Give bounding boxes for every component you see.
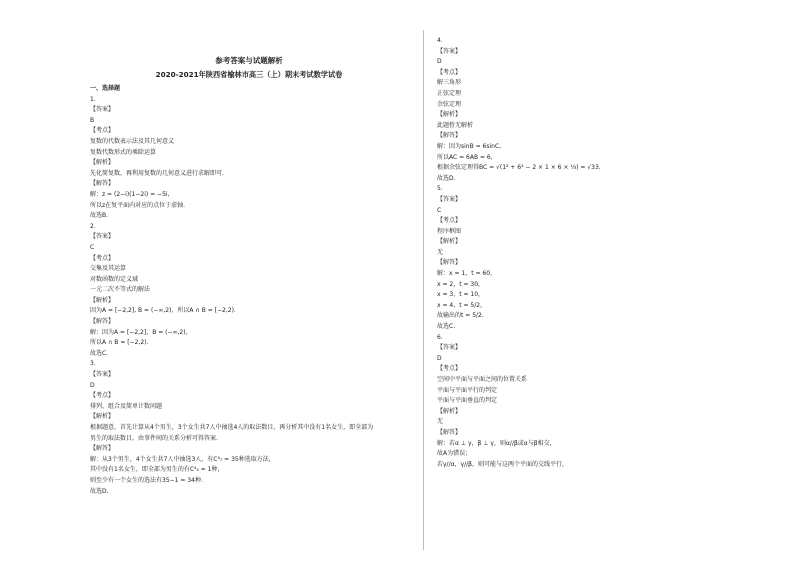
text-line: D — [437, 58, 442, 66]
left-column — [90, 54, 408, 497]
text-line: 故选D. — [90, 487, 109, 495]
text-line: 【解析】 — [90, 413, 115, 421]
text-line: 平面与平面垂直的判定 — [437, 397, 498, 405]
text-line: 一元二次不等式的解法 — [90, 286, 151, 294]
text-line: 【解析】 — [90, 159, 115, 167]
text-line: x = 2，t = 30， — [437, 280, 485, 288]
right-column-lines — [437, 36, 757, 470]
text-line: 故选B. — [90, 212, 109, 220]
text-line: 【考点】 — [437, 217, 462, 225]
text-line: 【解析】 — [437, 111, 462, 119]
text-line: 根据余弦定理得BC = √(1² + 6² − 2 × 1 × 6 × ⅓) = √33. — [437, 164, 601, 172]
text-line: 【解答】 — [90, 318, 115, 326]
text-line: 【答案】 — [90, 106, 115, 114]
text-line: 【解答】 — [437, 428, 462, 436]
text-line: 其中没有1名女生，即全部为男生的有C⁴₄ = 1种， — [90, 466, 224, 474]
text-line: 【考点】 — [90, 127, 115, 135]
text-line: 故选D. — [437, 174, 456, 182]
text-line: 【解答】 — [437, 132, 462, 140]
text-line: 平面与平面平行的判定 — [437, 386, 498, 394]
text-line: 复数代数形式的乘除运算 — [90, 148, 157, 156]
text-line: 【考点】 — [90, 392, 115, 400]
text-line: 【解析】 — [437, 238, 462, 246]
text-line: 【答案】 — [90, 371, 115, 379]
text-line: 故输出的t = 5/2. — [437, 312, 484, 320]
text-line: x = 4，t = 5/2， — [437, 301, 487, 309]
text-line: 解：z = (2−i)(1−2i) = −5i, — [90, 190, 170, 198]
text-line: 所以AC = 6AB = 6, — [437, 153, 493, 161]
text-line: 所以z在复平面内对应的点位于虚轴. — [90, 201, 186, 209]
text-line: 根据题意，首先计算从4个男生，3个女生共7人中抽选4人的取法数目，再分析其中没有1名女生，即全部为 — [90, 424, 374, 431]
text-line: 1. — [90, 95, 96, 103]
text-line: 若γ//α，γ//β，则可能与这两个平面的交线平行， — [437, 460, 568, 468]
text-line: 无 — [437, 248, 444, 256]
text-line: 解三角形 — [437, 79, 462, 87]
text-line: B — [90, 116, 95, 124]
text-line: 【解答】 — [90, 180, 115, 188]
text-line: D — [437, 354, 442, 362]
text-line: 余弦定理 — [437, 100, 462, 108]
text-line: 排列、组合及简单计数问题 — [90, 402, 163, 410]
text-line: 正弦定理 — [437, 89, 462, 97]
text-line: 解：若α ⊥ γ，β ⊥ γ，则α//β或α与β相交， — [437, 439, 556, 447]
text-line: 3. — [90, 360, 96, 368]
text-line: C — [437, 206, 442, 214]
text-line: 先化简复数，再利用复数的几何意义进行求解即可. — [90, 169, 224, 177]
text-line: 【答案】 — [90, 233, 115, 241]
text-line: 4. — [437, 37, 443, 44]
text-line: C — [90, 243, 95, 251]
text-line: 6. — [437, 333, 443, 341]
text-line: 故A为错误； — [437, 450, 472, 458]
text-line: 解：因为sinB = 6sinC, — [437, 142, 502, 150]
text-line: 复数的代数表示法及其几何意义 — [90, 137, 175, 145]
text-line: 【解析】 — [90, 296, 115, 304]
right-column — [437, 36, 757, 470]
text-line: 【考点】 — [437, 365, 462, 373]
text-line: 2. — [90, 222, 96, 230]
text-line: 程序框图 — [437, 227, 462, 235]
text-line: 则至少有一个女生的选法有35−1 = 34种. — [90, 476, 203, 484]
section-heading: 一、选择题 — [90, 85, 121, 92]
left-column-lines — [90, 95, 408, 498]
text-line: 5. — [437, 185, 443, 193]
text-line: 解：因为A = [−2,2]，B = (−∞,2)， — [90, 328, 192, 336]
text-line: 【答案】 — [437, 344, 462, 352]
text-line: 交集及其运算 — [90, 265, 127, 273]
text-line: 无 — [437, 418, 444, 426]
text-line: x = 3，t = 10， — [437, 291, 485, 299]
text-line: 因为A = [−2,2], B = (−∞,2)，所以A ∩ B = [−2,2). — [90, 307, 236, 315]
text-line: 【答案】 — [437, 47, 462, 55]
text-line: 【解答】 — [90, 445, 115, 453]
text-line: 此题暂无解析 — [437, 121, 474, 129]
text-line: D — [90, 381, 95, 389]
text-line: 故选C. — [90, 349, 109, 357]
text-line: 解：从3个男生，4个女生共7人中抽选3人，有C⁴₇ = 35种选取方法， — [90, 455, 275, 463]
text-line: 空间中平面与平面之间的位置关系 — [437, 376, 528, 383]
page-title: 参考答案与试题解析 — [215, 56, 283, 65]
text-line: 【考点】 — [90, 254, 115, 262]
text-line: 【答案】 — [437, 195, 462, 203]
text-line: 故选C. — [437, 323, 456, 331]
exam-title: 2020-2021年陕西省榆林市高三（上）期末考试数学试卷 — [155, 70, 343, 79]
text-line: 所以A ∩ B = [−2,2). — [90, 339, 149, 347]
text-line: 【解析】 — [437, 407, 462, 415]
text-line: 【解答】 — [437, 259, 462, 267]
text-line: 对数函数的定义域 — [90, 275, 139, 283]
column-divider — [423, 30, 424, 550]
text-line: 解：x = 1，t = 60， — [437, 270, 497, 278]
text-line: 男生的取法数目，由事件间的关系分析可得答案. — [90, 434, 218, 442]
text-line: 【考点】 — [437, 68, 462, 76]
